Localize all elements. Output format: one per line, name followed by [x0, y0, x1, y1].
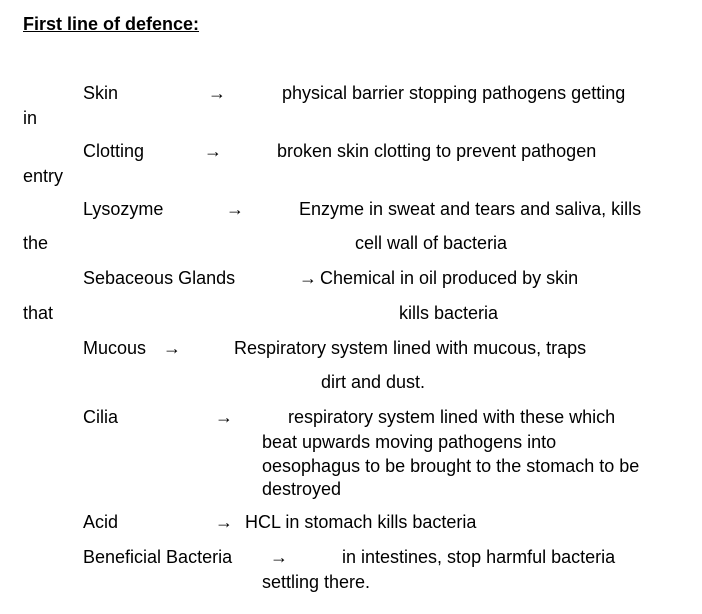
- continuation-lysozyme: the: [23, 233, 49, 253]
- term-skin: Skin: [83, 83, 119, 103]
- term-beneficial-bacteria: Beneficial Bacteria: [83, 547, 233, 567]
- desc-lysozyme-line-1: Enzyme in sweat and tears and saliva, kills: [299, 199, 642, 219]
- desc-acid-line-1: HCL in stomach kills bacteria: [245, 512, 477, 532]
- term-cilia: Cilia: [83, 407, 119, 427]
- desc-cilia-line-3: oesophagus to be brought to the stomach to be: [262, 456, 640, 476]
- desc-lysozyme-line-2: cell wall of bacteria: [355, 233, 508, 253]
- desc-sebaceous-glands-line-2: kills bacteria: [399, 303, 499, 323]
- arrow-cilia: →: [215, 407, 233, 427]
- desc-skin-line-1: physical barrier stopping pathogens getting: [282, 83, 626, 103]
- arrow-skin: →: [208, 83, 226, 103]
- arrow-mucous: →: [163, 338, 181, 358]
- desc-mucous-line-2: dirt and dust.: [321, 372, 426, 392]
- heading: First line of defence:: [23, 14, 200, 34]
- term-sebaceous-glands: Sebaceous Glands: [83, 268, 236, 288]
- desc-beneficial-bacteria-line-1: in intestines, stop harmful bacteria: [342, 547, 616, 567]
- desc-cilia-line-2: beat upwards moving pathogens into: [262, 432, 557, 452]
- desc-cilia-line-1: respiratory system lined with these which: [288, 407, 616, 427]
- continuation-clotting: entry: [23, 166, 64, 186]
- arrow-sebaceous-glands: →: [299, 268, 317, 288]
- arrow-acid: →: [215, 512, 233, 532]
- continuation-skin: in: [23, 108, 38, 128]
- arrow-clotting: →: [204, 141, 222, 161]
- term-acid: Acid: [83, 512, 119, 532]
- term-lysozyme: Lysozyme: [83, 199, 164, 219]
- term-mucous: Mucous: [83, 338, 147, 358]
- continuation-sebaceous-glands: that: [23, 303, 54, 323]
- desc-sebaceous-glands-line-1: Chemical in oil produced by skin: [320, 268, 579, 288]
- arrow-beneficial-bacteria: →: [270, 547, 288, 567]
- term-clotting: Clotting: [83, 141, 145, 161]
- desc-mucous-line-1: Respiratory system lined with mucous, traps: [234, 338, 587, 358]
- desc-beneficial-bacteria-line-2: settling there.: [262, 572, 371, 592]
- arrow-lysozyme: →: [226, 199, 244, 219]
- desc-cilia-line-4: destroyed: [262, 479, 342, 499]
- desc-clotting-line-1: broken skin clotting to prevent pathogen: [277, 141, 597, 161]
